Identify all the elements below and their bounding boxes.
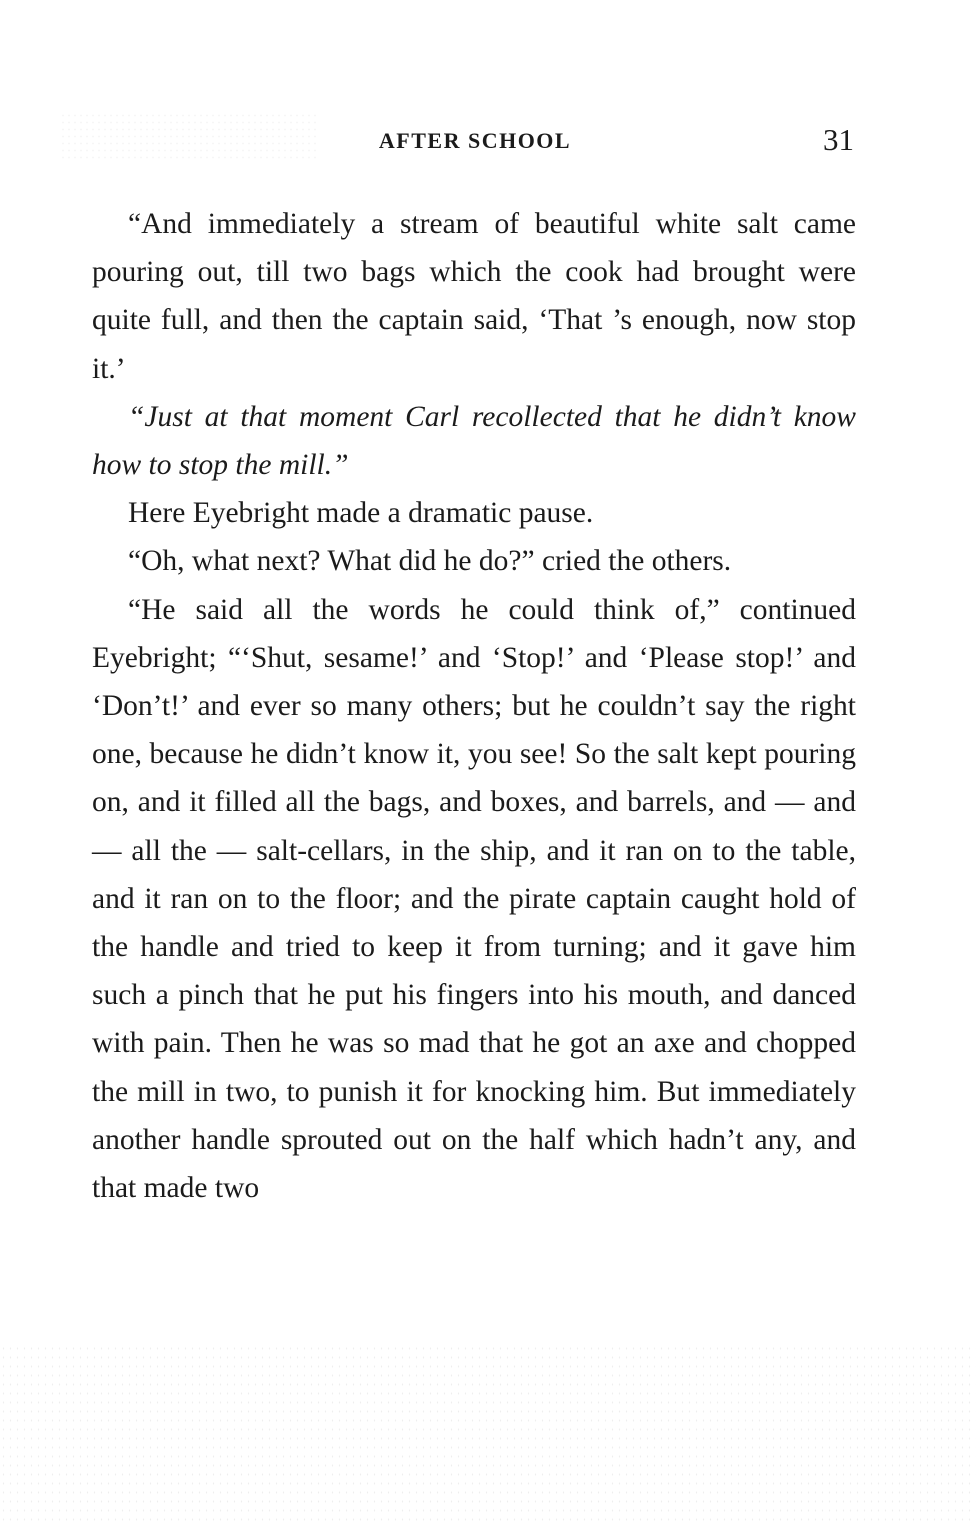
paragraph-words-he-could-think-of: “He said all the words he could think of,” continued Eyebright; “‘Shut, sesame!’ and ‘Stop!’ and ‘Please stop!’ and ‘Don’t!’ and ever so many others; but he couldn’t say the right one, because he didn’t know it, you see! So the salt kept pouring on, and it filled all the bags, and boxes, and barrels, and — and — all the — salt-cellars, in the ship, and it ran on to the table, and it ran on to the floor; and the pirate captain caught hold of the handle and tried to keep it from turning; and it gave him such a pinch that he put his fingers into his mouth, and danced with pain. Then he was so mad that he got an axe and chopped the mill in two, to punish it for knocking him. But immediately another handle sprouted out on the half which hadn’t any, and that made two — [92, 593, 856, 1205]
paragraph-dramatic-pause: Here Eyebright made a dramatic pause. — [128, 497, 594, 530]
paper-speckle-bottom — [0, 1344, 976, 1524]
body-text — [92, 200, 856, 1212]
page-number: 31 — [823, 122, 854, 157]
running-head — [92, 122, 858, 162]
paragraph-what-next: “Oh, what next? What did he do?” cried the others. — [128, 545, 732, 578]
paragraph-salt-stream: “And immediately a stream of beautiful white salt came pouring out, till two bags which the cook had brought were quite full, and then the captain said, ‘That ’s enough, now stop it.’ — [92, 208, 856, 385]
running-title: AFTER SCHOOL — [378, 128, 572, 153]
paragraph-carl-recollected: “Just at that moment Carl recollected that he didn’t know how to stop the mill.” — [92, 400, 856, 482]
